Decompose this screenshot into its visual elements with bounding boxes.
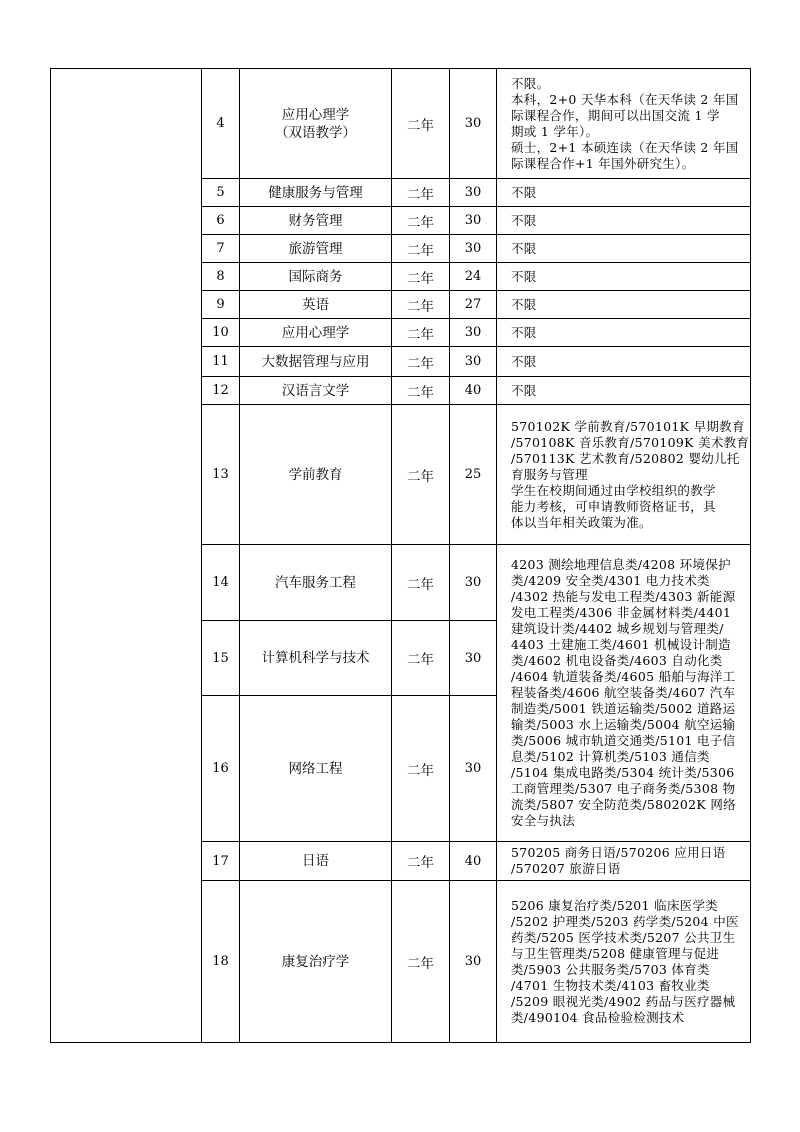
major-name-line: 应用心理学 — [281, 324, 350, 341]
enrollment-count: 30 — [450, 347, 497, 377]
duration: 二年 — [392, 235, 450, 263]
enrollment-count: 30 — [450, 207, 497, 235]
duration: 二年 — [392, 842, 450, 881]
requirement-cell — [497, 69, 751, 179]
shared-requirement-cell — [497, 545, 751, 842]
requirement-line: /5202 护理类/5203 药学类/5204 中医 — [511, 913, 739, 929]
requirement-cell — [497, 291, 751, 319]
major-name-line: 旅游管理 — [288, 240, 343, 257]
category-cell — [51, 69, 202, 1043]
requirement-line: 类/4209 安全类/4301 电力技术类 — [511, 573, 710, 588]
duration: 二年 — [392, 319, 450, 347]
enrollment-count: 30 — [450, 319, 497, 347]
major-name — [240, 319, 392, 347]
enrollment-count: 30 — [450, 696, 497, 842]
major-name — [240, 405, 392, 545]
duration: 二年 — [392, 881, 450, 1043]
requirement-line: 本科，2+0 天华本科（在天华读 2 年国 — [511, 91, 739, 107]
requirement-line: 类/5006 城市轨道交通类/5101 电子信 — [511, 733, 736, 748]
major-name-line: 汉语言文学 — [281, 382, 350, 399]
major-name-line: 英语 — [302, 296, 329, 313]
requirement-cell — [497, 179, 751, 207]
enrollment-count: 30 — [450, 179, 497, 207]
row-number: 5 — [202, 179, 240, 207]
duration: 二年 — [392, 405, 450, 545]
requirement-line: 4403 土建施工类/4601 机械设计制造 — [511, 637, 731, 652]
enrollment-count: 25 — [450, 405, 497, 545]
duration: 二年 — [392, 377, 450, 405]
requirement-line: 流类/5807 安全防范类/580202K 网络 — [511, 797, 736, 812]
row-number: 11 — [202, 347, 240, 377]
duration: 二年 — [392, 291, 450, 319]
requirement-line: 硕士，2+1 本硕连读（在天华读 2 年国 — [511, 139, 739, 155]
row-number: 15 — [202, 621, 240, 696]
requirement-line: 药类/5205 医学技术类/5207 公共卫生 — [511, 929, 736, 945]
requirement-line: 与卫生管理类/5208 健康管理与促进 — [511, 945, 720, 961]
major-name-line: 学前教育 — [288, 466, 343, 483]
table-row — [51, 69, 751, 179]
major-name-line: 大数据管理与应用 — [261, 353, 370, 370]
enrollment-count: 30 — [450, 545, 497, 621]
requirement-line: 输类/5003 水上运输类/5004 航空运输 — [511, 717, 736, 732]
row-number: 7 — [202, 235, 240, 263]
requirement-line: 不限。 — [511, 75, 550, 91]
requirement-line: 学生在校期间通过由学校组织的教学 — [511, 482, 716, 498]
duration: 二年 — [392, 545, 450, 621]
requirement-line: 不限 — [511, 324, 537, 340]
requirement-line: 息类/5102 计算机类/5103 通信类 — [511, 749, 710, 764]
requirement-cell — [497, 319, 751, 347]
major-name — [240, 207, 392, 235]
requirement-line: 类/490104 食品检验检测技术 — [511, 1009, 685, 1025]
row-number: 8 — [202, 263, 240, 291]
requirement-line: /570113K 艺术教育/520802 婴幼儿托 — [511, 450, 740, 466]
major-name — [240, 235, 392, 263]
major-name-line: （双语教学） — [275, 124, 356, 141]
enrollment-count: 30 — [450, 881, 497, 1043]
requirement-line: 能力考核，可申请教师资格证书，具 — [511, 498, 716, 514]
requirement-line: 制造类/5001 铁道运输类/5002 道路运 — [511, 701, 736, 716]
requirement-line: 不限 — [511, 296, 537, 312]
requirement-line: 建筑设计类/4402 城乡规划与管理类/ — [511, 621, 724, 636]
duration: 二年 — [392, 263, 450, 291]
major-name — [240, 179, 392, 207]
duration: 二年 — [392, 621, 450, 696]
requirement-cell — [497, 405, 751, 545]
row-number: 14 — [202, 545, 240, 621]
row-number: 12 — [202, 377, 240, 405]
requirement-line: 不限 — [511, 382, 537, 398]
major-name-line: 汽车服务工程 — [275, 574, 356, 591]
major-name — [240, 842, 392, 881]
major-name — [240, 291, 392, 319]
requirement-line: /5209 眼视光类/4902 药品与医疗器械 — [511, 993, 736, 1009]
requirement-line: /4604 轨道装备类/4605 船舶与海洋工 — [511, 669, 736, 684]
row-number: 9 — [202, 291, 240, 319]
row-number: 13 — [202, 405, 240, 545]
enrollment-count: 40 — [450, 842, 497, 881]
requirement-cell — [497, 207, 751, 235]
requirement-line: 工商管理类/5307 电子商务类/5308 物 — [511, 781, 736, 796]
row-number: 10 — [202, 319, 240, 347]
requirement-cell — [497, 842, 751, 881]
major-name-line: 康复治疗学 — [281, 953, 350, 970]
requirement-line: 不限 — [511, 212, 537, 228]
enrollment-table — [50, 68, 751, 1043]
requirement-line: 不限 — [511, 184, 537, 200]
major-name — [240, 881, 392, 1043]
requirement-line: 育服务与管理 — [511, 466, 588, 482]
requirement-line: /5104 集成电路类/5304 统计类/5306 — [511, 765, 735, 780]
enrollment-count: 30 — [450, 235, 497, 263]
major-name-line: 日语 — [302, 853, 329, 869]
major-name-line: 财务管理 — [288, 212, 343, 229]
major-name — [240, 263, 392, 291]
requirement-cell — [497, 263, 751, 291]
major-name — [240, 69, 392, 179]
requirement-line: 570205 商务日语/570206 应用日语 — [511, 845, 726, 860]
enrollment-count: 27 — [450, 291, 497, 319]
row-number: 17 — [202, 842, 240, 881]
requirement-line: /570108K 音乐教育/570109K 美术教育 — [511, 434, 750, 450]
major-name — [240, 545, 392, 621]
requirement-line: 类/4602 机电设备类/4603 自动化类 — [511, 653, 723, 668]
major-name — [240, 696, 392, 842]
requirement-line: /570207 旅游日语 — [511, 861, 621, 876]
requirement-line: 体以当年相关政策为准。 — [511, 514, 652, 530]
enrollment-count: 24 — [450, 263, 497, 291]
major-name — [240, 347, 392, 377]
requirement-line: 不限 — [511, 268, 537, 284]
requirement-cell — [497, 235, 751, 263]
requirement-cell — [497, 377, 751, 405]
major-name-line: 健康服务与管理 — [268, 184, 363, 201]
major-name-line: 应用心理学 — [281, 106, 350, 123]
major-name — [240, 377, 392, 405]
duration: 二年 — [392, 696, 450, 842]
requirement-line: 安全与执法 — [511, 813, 576, 828]
duration: 二年 — [392, 179, 450, 207]
requirement-line: /4701 生物技术类/4103 畜牧业类 — [511, 977, 710, 993]
enrollment-count: 40 — [450, 377, 497, 405]
major-name — [240, 621, 392, 696]
requirement-line: 类/5903 公共服务类/5703 体育类 — [511, 961, 710, 977]
row-number: 18 — [202, 881, 240, 1043]
major-name-line: 计算机科学与技术 — [261, 650, 370, 666]
duration: 二年 — [392, 207, 450, 235]
requirement-line: 不限 — [511, 240, 537, 256]
requirement-cell — [497, 347, 751, 377]
requirement-line: 期或 1 学年）。 — [511, 123, 599, 139]
requirement-line: /4302 热能与发电工程类/4303 新能源 — [511, 589, 736, 604]
requirement-line: 发电工程类/4306 非金属材料类/4401 — [511, 605, 732, 620]
enrollment-count: 30 — [450, 69, 497, 179]
duration: 二年 — [392, 347, 450, 377]
row-number: 16 — [202, 696, 240, 842]
requirement-line: 5206 康复治疗类/5201 临床医学类 — [511, 897, 719, 913]
requirement-line: 4203 测绘地理信息类/4208 环境保护 — [511, 557, 731, 572]
major-name-line: 网络工程 — [288, 760, 343, 777]
requirement-line: 程装备类/4606 航空装备类/4607 汽车 — [511, 685, 736, 700]
row-number: 4 — [202, 69, 240, 179]
requirement-line: 不限 — [511, 353, 537, 369]
enrollment-count: 30 — [450, 621, 497, 696]
major-name-line: 国际商务 — [288, 268, 343, 285]
row-number: 6 — [202, 207, 240, 235]
requirement-cell — [497, 881, 751, 1043]
duration: 二年 — [392, 69, 450, 179]
requirement-line: 际课程合作+1 年国外研究生）。 — [511, 155, 695, 171]
requirement-line: 570102K 学前教育/570101K 早期教育 — [511, 418, 745, 434]
requirement-line: 际课程合作，期间可以出国交流 1 学 — [511, 107, 720, 123]
